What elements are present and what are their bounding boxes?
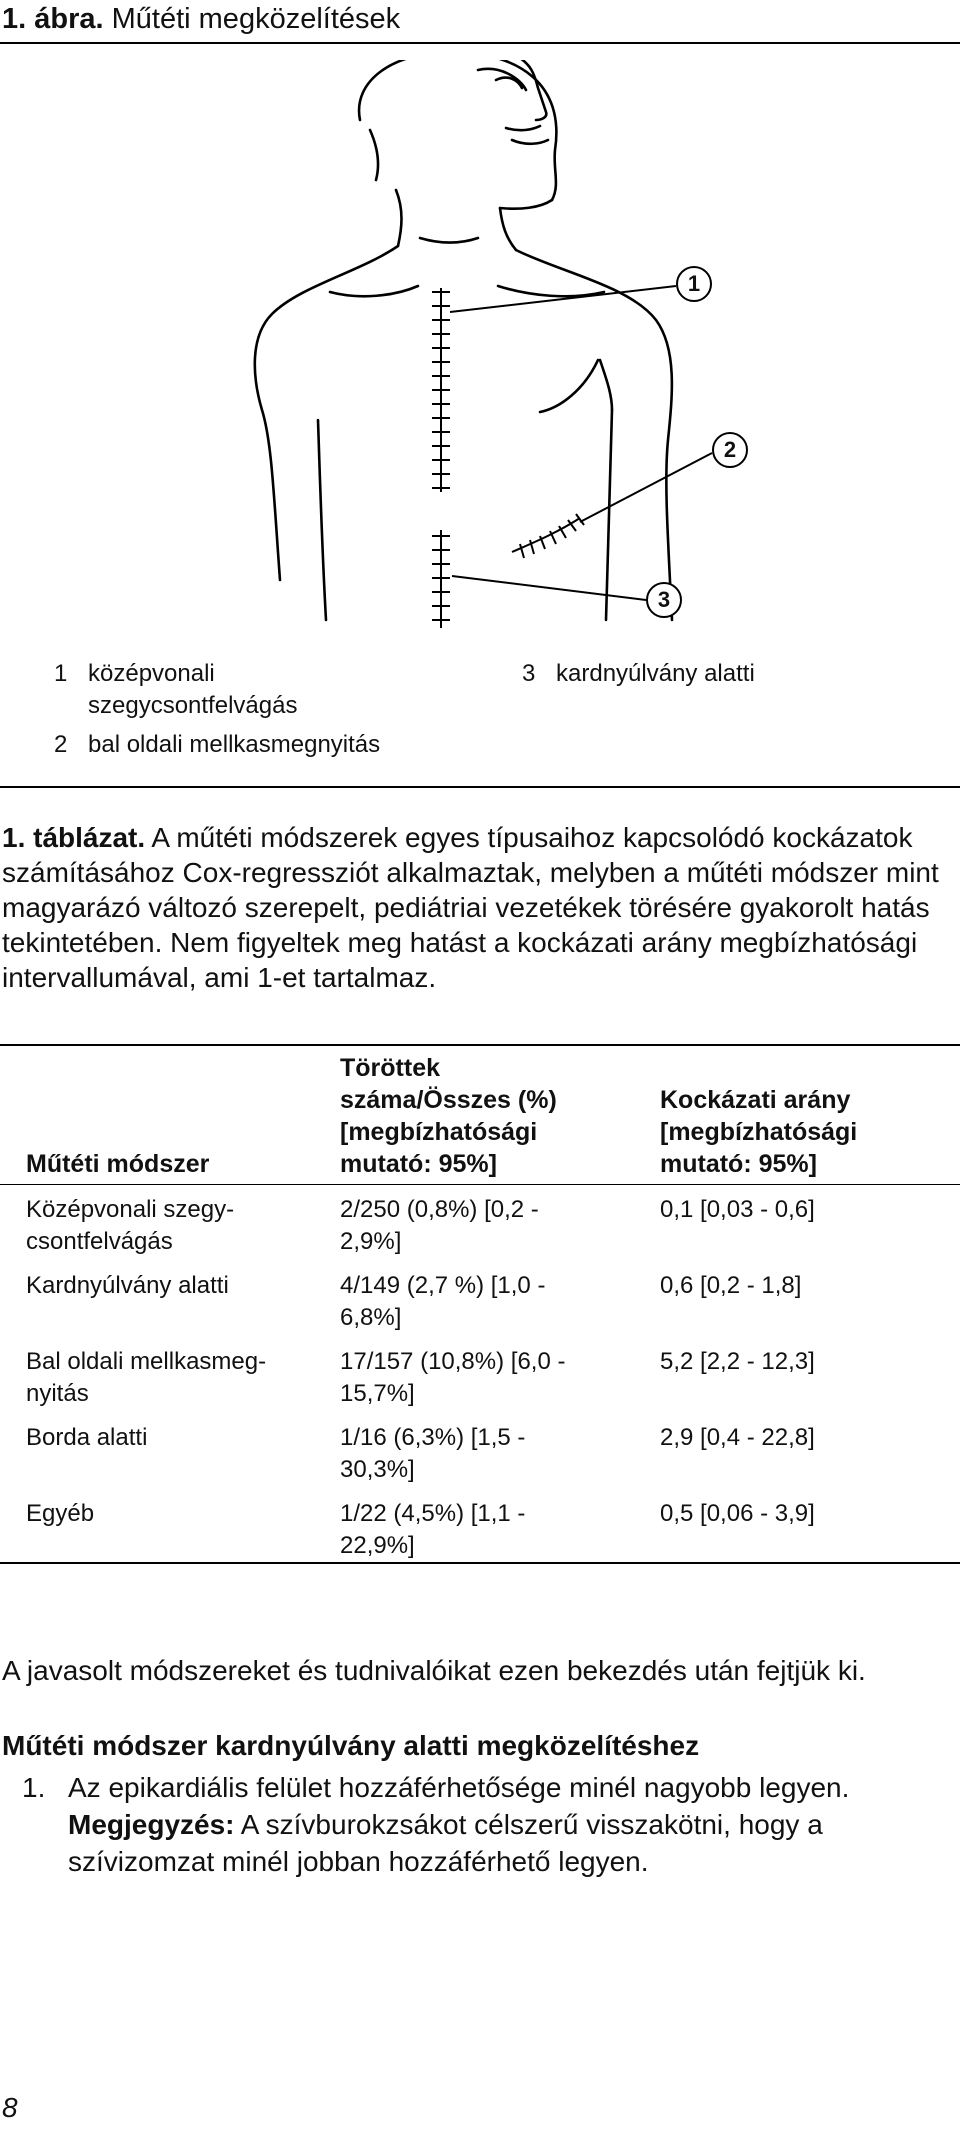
- figure-title: Műtéti megközelítések: [111, 3, 401, 35]
- header-method: Műtéti módszer: [26, 1150, 210, 1178]
- right-torso-line: [606, 410, 612, 620]
- row-2-ratio: 0,6 [0,2 - 1,8]: [660, 1272, 802, 1299]
- header-broken: Töröttek száma/Összes (%) [megbízhatósági mutató: 95%]: [340, 1054, 557, 1178]
- left-torso-line: [318, 420, 326, 620]
- figure-label: 1. ábra.: [2, 3, 104, 35]
- mouth-outline: [506, 126, 540, 130]
- row-2-broken: 4/149 (2,7 %) [1,0 - 6,8%]: [340, 1272, 546, 1331]
- page-number: 8: [2, 2092, 18, 2123]
- section-heading: Műtéti módszer kardnyúlvány alatti megközelítéshez: [2, 1730, 700, 1761]
- row-4-ratio: 2,9 [0,4 - 22,8]: [660, 1424, 815, 1451]
- legend-item-3: 3 kardnyúlvány alatti: [522, 660, 755, 687]
- note-label: Megjegyzés:: [68, 1809, 235, 1840]
- surgical-approach-figure: [0, 60, 960, 640]
- row-5-broken: 1/22 (4,5%) [1,1 - 22,9%]: [340, 1500, 526, 1559]
- marker-3: 3: [646, 582, 682, 618]
- subxiphoid-suture: [432, 530, 450, 628]
- table-header-rule: [0, 1184, 960, 1185]
- figure-bottom-rule: [0, 786, 960, 788]
- figure-caption: [2, 2, 400, 36]
- neck-right: [500, 208, 516, 250]
- marker-2: 2: [712, 432, 748, 468]
- step-1-note: Megjegyzés: A szívburokzsákot célszerű visszakötni, hogy a: [68, 1809, 823, 1840]
- step-1: 1. Az epikardiális felület hozzáférhetősége minél nagyobb legyen. Megjegyzés: A szívburokzsákot célszerű visszakötni, hogy a szívizomzat minél jobban hozzáférhető legyen.: [22, 1769, 952, 1884]
- intro-paragraph: A javasolt módszereket és tudnivalóikat ezen bekezdés után fejtjük ki.: [2, 1655, 866, 1686]
- row-5-method: Egyéb: [26, 1500, 95, 1527]
- table-caption-text: A műtéti módszerek egyes típusaihoz kapcsolódó kockázatok számításához Cox-regressziót alkalmaztak, melyben a műtéti módszer mint magyarázó változó szerepelt, pediátriai vezetékek törésére gyakorolt hatás tekintetében. Nem figyeltek meg hatást a kockázati arány megbízhatósági intervallumával, ami 1-et tartalmaz.: [2, 822, 939, 993]
- row-4-broken: 1/16 (6,3%) [1,5 - 30,3%]: [340, 1424, 526, 1483]
- legend-item-1: 1 középvonali szegycsontfelvágás: [54, 660, 298, 719]
- step-1-text: Az epikardiális felület hozzáférhetősége minél nagyobb legyen.: [68, 1772, 850, 1803]
- row-1-broken: 2/250 (0,8%) [0,2 - 2,9%]: [340, 1196, 539, 1255]
- thoracotomy-suture: [512, 514, 584, 558]
- row-5-ratio: 0,5 [0,06 - 3,9]: [660, 1500, 815, 1527]
- header-ratio: Kockázati arány [megbízhatósági mutató: 95%]: [660, 1086, 858, 1178]
- table-label: 1. táblázat.: [2, 822, 146, 853]
- row-1-method: Középvonali szegy- csontfelvágás: [26, 1196, 235, 1255]
- row-4-method: Borda alatti: [26, 1424, 148, 1451]
- legend-item-2: 2 bal oldali mellkasmegnyitás: [54, 731, 381, 758]
- right-shoulder-arm: [516, 250, 672, 620]
- torso-illustration: [0, 60, 960, 640]
- table-top-rule: [0, 1044, 960, 1046]
- row-3-ratio: 5,2 [2,2 - 12,3]: [660, 1348, 815, 1375]
- neck-left: [396, 190, 402, 246]
- row-3-broken: 17/157 (10,8%) [6,0 - 15,7%]: [340, 1348, 566, 1407]
- row-3-method: Bal oldali mellkasmeg- nyitás: [26, 1348, 267, 1407]
- marker-1: 1: [676, 266, 712, 302]
- row-1-ratio: 0,1 [0,03 - 0,6]: [660, 1196, 815, 1223]
- midline-suture: [432, 288, 450, 492]
- figure-top-rule: [0, 42, 960, 44]
- marker-3-leader: [452, 576, 646, 600]
- marker-2-leader: [580, 453, 712, 522]
- table-bottom-rule: [0, 1562, 960, 1564]
- marker-1-leader: [450, 286, 676, 312]
- table-caption: [2, 820, 952, 995]
- row-2-method: Kardnyúlvány alatti: [26, 1272, 229, 1299]
